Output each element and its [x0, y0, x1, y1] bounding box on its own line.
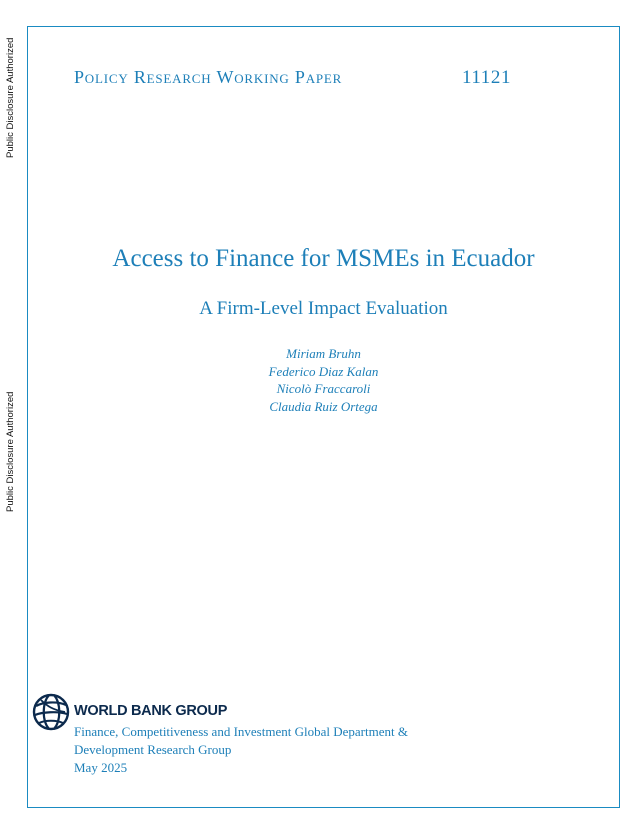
paper-subtitle: A Firm-Level Impact Evaluation — [199, 298, 448, 319]
author-name: Federico Diaz Kalan — [268, 363, 379, 379]
series-title: Policy Research Working Paper — [74, 67, 343, 87]
cover-frame — [27, 26, 620, 808]
organization-name: WORLD BANK GROUP — [74, 703, 228, 719]
department-line: Finance, Competitiveness and Investment Global Department & — [74, 724, 408, 739]
disclosure-label-top: Public Disclosure Authorized — [5, 37, 16, 158]
department-block — [74, 723, 494, 777]
paper-number: 11121 — [462, 67, 512, 88]
world-bank-globe-icon — [31, 692, 71, 732]
department-line: Development Research Group — [74, 742, 232, 757]
author-list — [27, 345, 620, 415]
paper-title: Access to Finance for MSMEs in Ecuador — [112, 245, 535, 272]
author-name: Nicolò Fraccaroli — [276, 381, 371, 396]
publication-date: May 2025 — [74, 760, 128, 775]
author-name: Miriam Bruhn — [286, 346, 361, 361]
author-name: Claudia Ruiz Ortega — [269, 398, 378, 414]
disclosure-label-middle: Public Disclosure Authorized — [5, 391, 16, 512]
